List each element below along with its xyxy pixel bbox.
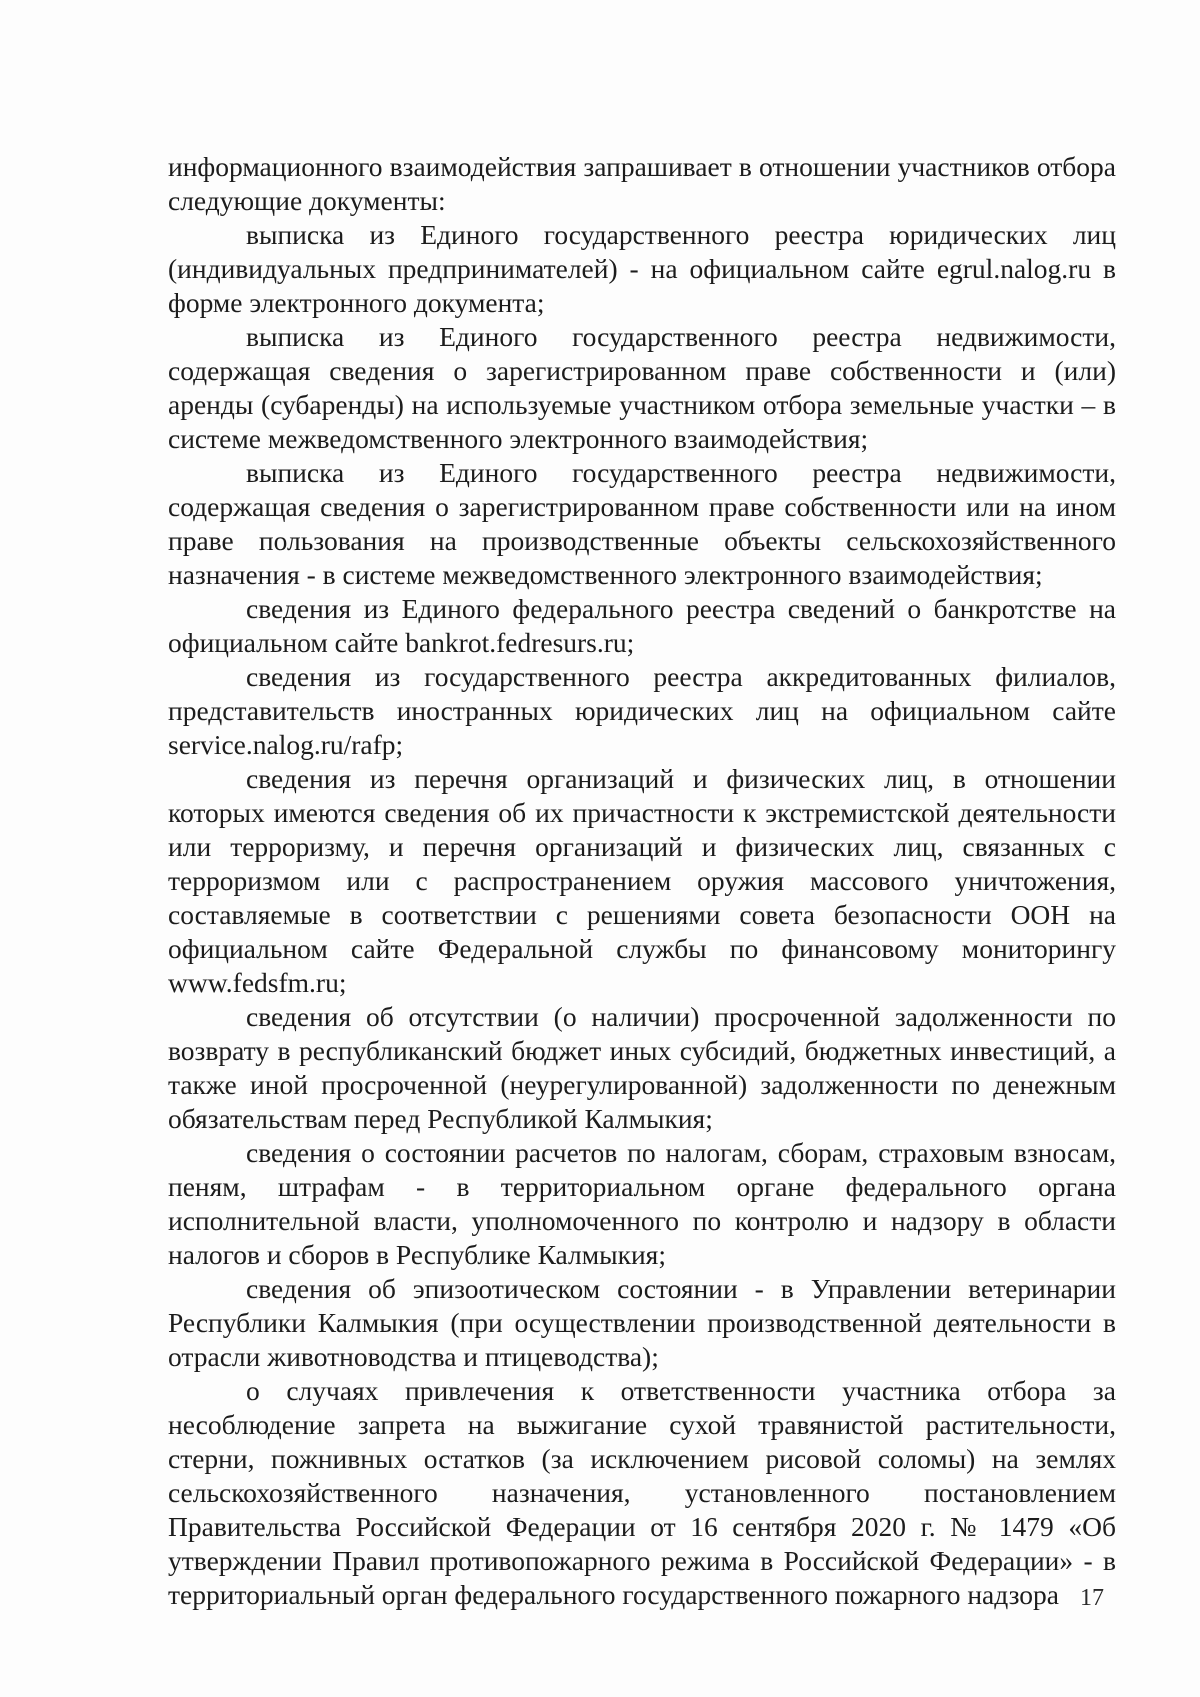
paragraph: сведения из Единого федерального реестра сведений о банкротстве на официальном сайте bankrot.fedresurs.ru; <box>168 593 1116 658</box>
paragraph: сведения о состоянии расчетов по налогам, сборам, страховым взносам, пеням, штрафам - в территориальном органе федерального органа исполнительной власти, уполномоченного по контролю и надзору в области налогов и сборов в Республике Калмыкия; <box>168 1137 1116 1270</box>
paragraph: выписка из Единого государственного реестра недвижимости, содержащая сведения о зарегистрированном праве собственности и (или) аренды (субаренды) на используемые участником отбора земельные участки – в системе межведомственного электронного взаимодействия; <box>168 321 1116 454</box>
paragraph: сведения из перечня организаций и физических лиц, в отношении которых имеются сведения об их причастности к экстремистской деятельности или терроризму, и перечня организаций и физических лиц, связанных с терроризмом или с распространением оружия массового уничтожения, составляемые в соответствии с решениями совета безопасности ООН на официальном сайте Федеральной службы по финансовому мониторингу www.fedsfm.ru; <box>168 763 1116 998</box>
page-number: 17 <box>1080 1585 1104 1611</box>
paragraph: информационного взаимодействия запрашивает в отношении участников отбора следующие документы: <box>168 151 1116 216</box>
paragraph: сведения из государственного реестра аккредитованных филиалов, представительств иностранных юридических лиц на официальном сайте service.nalog.ru/rafp; <box>168 661 1116 760</box>
paragraph: сведения об отсутствии (о наличии) просроченной задолженности по возврату в республиканский бюджет иных субсидий, бюджетных инвестиций, а также иной просроченной (неурегулированной) задолженности по денежным обязательствам перед Республикой Калмыкия; <box>168 1001 1116 1134</box>
paragraph: о случаях привлечения к ответственности участника отбора за несоблюдение запрета на выжигание сухой травянистой растительности, стерни, пожнивных остатков (за исключением рисовой соломы) на землях сельскохозяйственного назначения, установленного постановлением Правительства Российской Федерации от 16 сентября 2020 г. № 1479 «Об утверждении Правил противопожарного режима в Российской Федерации» - в территориальный орган федерального государственного пожарного надзора <box>168 1375 1116 1610</box>
document-body <box>168 150 1116 1612</box>
paragraph: сведения об эпизоотическом состоянии - в Управлении ветеринарии Республики Калмыкия (при осуществлении производственной деятельности в отрасли животноводства и птицеводства); <box>168 1273 1116 1372</box>
paragraph: выписка из Единого государственного реестра недвижимости, содержащая сведения о зарегистрированном праве собственности или на ином праве пользования на производственные объекты сельскохозяйственного назначения - в системе межведомственного электронного взаимодействия; <box>168 457 1116 590</box>
paragraph: выписка из Единого государственного реестра юридических лиц (индивидуальных предпринимателей) - на официальном сайте egrul.nalog.ru в форме электронного документа; <box>168 219 1116 318</box>
